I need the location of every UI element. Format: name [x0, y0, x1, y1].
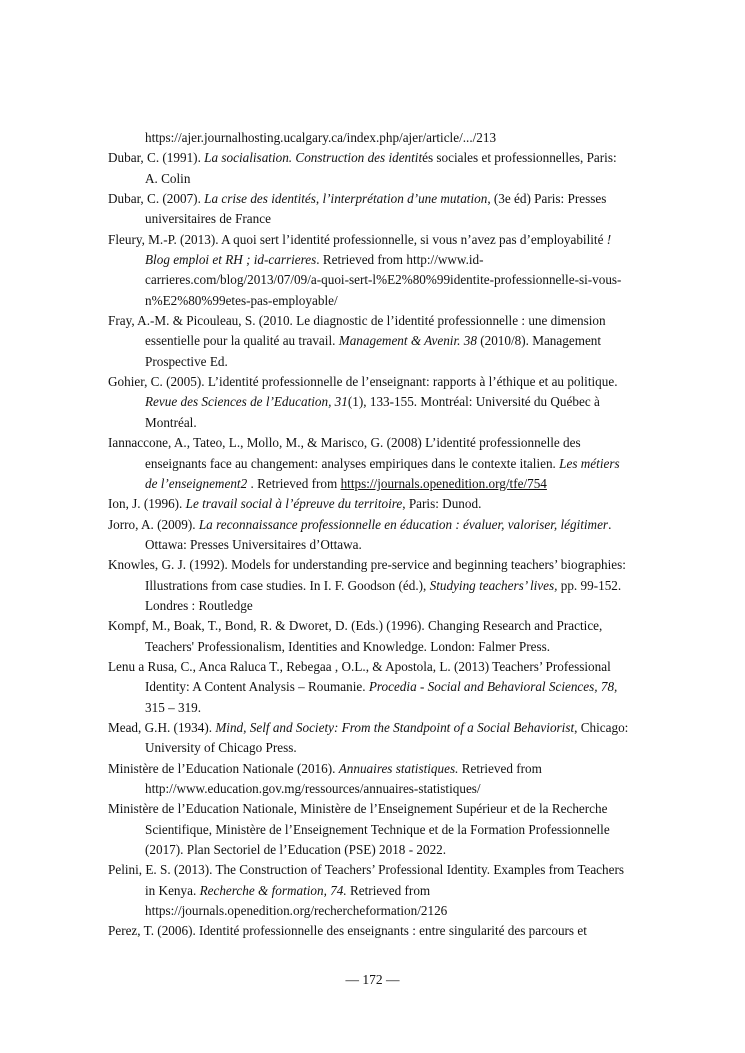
reference-title: La crise des identités, l’interprétation d’une mutation — [204, 191, 488, 207]
reference-text: Lenu a Rusa, C., Anca Raluca T., Rebegaa , O.L., & Apostola, L. (2013) Teachers’ Professional Identity: A Content Analysis – Roumanie. — [108, 658, 611, 695]
reference-link[interactable]: https://journals.openedition.org/tfe/754 — [340, 475, 547, 491]
reference-text: Ministère de l’Education Nationale (2016). — [108, 760, 339, 776]
reference-text: pp. 99-152. Londres : Routledge — [145, 577, 622, 613]
reference-title: Recherche & formation, 74. — [199, 882, 347, 898]
reference-entry — [108, 718, 630, 759]
reference-title: Revue des Sciences de l’Education, 31 — [145, 394, 348, 410]
reference-text: 315 – 319. — [145, 699, 202, 715]
reference-text: Fleury, M.-P. (2013). A quoi sert l’identité professionnelle, si vous n’avez pas d’employabilité — [108, 231, 607, 247]
reference-text: , Chicago: University of Chicago Press. — [145, 719, 629, 756]
reference-entry — [108, 799, 630, 860]
reference-text: , Paris: Dunod. — [402, 496, 482, 512]
reference-text: (2010/8). Management Prospective Ed. — [145, 333, 602, 369]
reference-title: ! Blog emploi et RH ; id-carrieres — [145, 231, 612, 268]
reference-text: Kompf, M., Boak, T., Bond, R. & Dworet, D. (Eds.) (1996). Changing Research and Practice, Teachers' Professionalism, Identities and Knowledge. London: Falmer Press. — [108, 618, 603, 654]
reference-text: , (3e éd) Paris: Presses universitaires de France — [145, 191, 607, 227]
reference-entry — [108, 433, 630, 494]
reference-entry — [108, 555, 630, 616]
reference-text: Ministère de l’Education Nationale, Ministère de l’Enseignement Supérieur et de la Recherche Scientifique, Ministère de l’Enseignement Technique et de la Formation Professionnelle (2017). Plan Sectoriel de l’Education (PSE) 2018 - 2022. — [108, 801, 610, 858]
reference-entry — [108, 515, 630, 556]
reference-title: Mind, Self and Society: From the Standpoint of a Social Behaviorist — [215, 719, 575, 735]
reference-text: és sociales et professionnelles, Paris: A. Colin — [145, 150, 617, 186]
reference-text: Retrieved from https://journals.openedition.org/rechercheformation/2126 — [145, 882, 448, 919]
reference-text: . Retrieved from http://www.id-carrieres.com/blog/2013/07/09/a-quoi-sert-l%E2%80%99identite-professionnelle-si-vous-n%E2%80%99etes-pas-employable/ — [145, 252, 622, 308]
reference-text: Jorro, A. (2009). — [108, 516, 199, 532]
reference-text: Pelini, E. S. (2013). The Construction of Teachers’ Professional Identity. Examples from Teachers in Kenya. — [108, 862, 625, 898]
reference-title: La socialisation. Construction des identit — [204, 150, 423, 166]
reference-text: Iannaccone, A., Tateo, L., Mollo, M., & Marisco, G. (2008) L’identité professionnelle des enseignants face au changement: analyses empiriques dans le contexte italien. — [108, 435, 581, 471]
reference-text: Fray, A.-M. & Picouleau, S. (2010. Le diagnostic de l’identité professionnelle : une dimension essentielle pour la qualité au travail. — [108, 313, 606, 349]
reference-text: Gohier, C. (2005). L’identité professionnelle de l’enseignant: rapports à l’éthique et au politique. — [108, 374, 618, 390]
reference-text: Dubar, C. (1991). — [108, 150, 205, 166]
reference-title: Les métiers de l’enseignement2 — [145, 455, 620, 491]
reference-entry — [108, 311, 630, 372]
reference-title: Le travail social à l’épreuve du territoire — [185, 496, 403, 512]
reference-entry — [108, 759, 630, 800]
reference-text: (1), 133-155. Montréal: Université du Québec à Montréal. — [145, 394, 600, 430]
reference-text: Knowles, G. J. (1992). Models for understanding pre-service and beginning teachers’ biographies: Illustrations from case studies. In I. F. Goodson (éd.), — [108, 557, 626, 593]
reference-entry — [108, 128, 630, 148]
reference-title: Annuaires statistiques. — [338, 760, 459, 776]
reference-entry — [108, 189, 630, 230]
reference-entry — [108, 230, 630, 311]
reference-entry — [108, 494, 630, 514]
reference-list — [108, 128, 630, 942]
reference-title: Management & Avenir. 38 — [338, 333, 477, 349]
reference-entry — [108, 148, 630, 189]
reference-entry — [108, 860, 630, 921]
page-number: — 172 — — [345, 972, 400, 987]
reference-entry — [108, 616, 630, 657]
reference-text: Perez, T. (2006). Identité professionnelle des enseignants : entre singularité des parcours et — [108, 923, 587, 939]
reference-text: Retrieved from http://www.education.gov.mg/ressources/annuaires-statistiques/ — [145, 760, 542, 796]
reference-text: Dubar, C. (2007). — [108, 191, 205, 207]
reference-title: Studying teachers’ lives, — [429, 577, 558, 593]
reference-text: Ion, J. (1996). — [108, 496, 186, 512]
reference-text: . Retrieved from — [247, 475, 341, 491]
reference-text: https://ajer.journalhosting.ucalgary.ca/index.php/ajer/article/.../213 — [145, 130, 497, 145]
reference-entry — [108, 921, 630, 941]
reference-entry — [108, 372, 630, 433]
reference-title: La reconnaissance professionnelle en éducation : évaluer, valoriser, légitimer — [198, 516, 609, 532]
reference-text: . Ottawa: Presses Universitaires d’Ottawa. — [145, 516, 612, 552]
reference-text: Mead, G.H. (1934). — [108, 719, 216, 735]
reference-title: Procedia - Social and Behavioral Sciences, 78, — [368, 679, 618, 695]
reference-entry — [108, 657, 630, 718]
